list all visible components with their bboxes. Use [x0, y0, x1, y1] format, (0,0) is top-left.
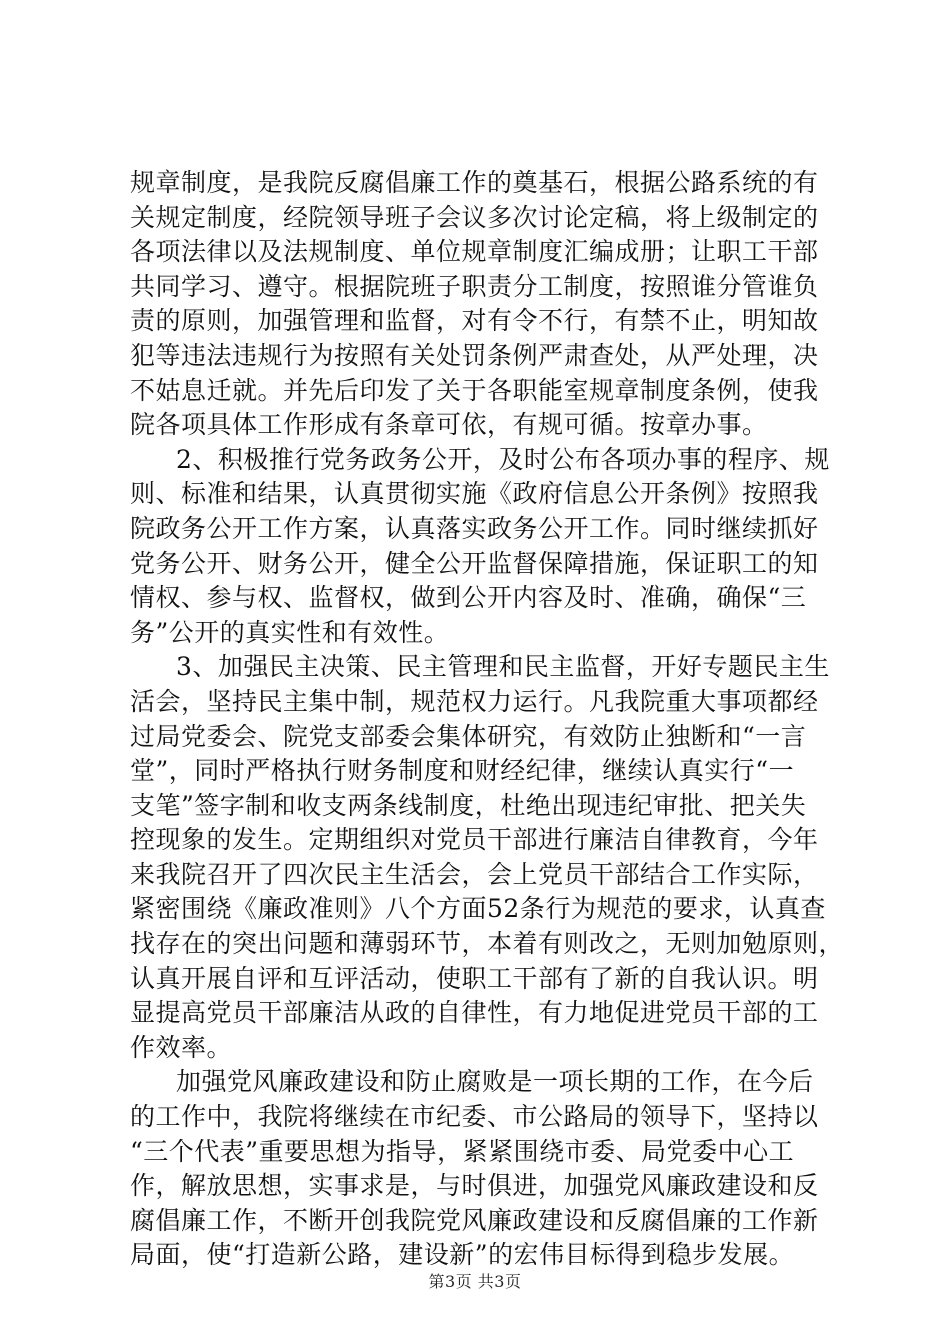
text-line: 2、积极推行党务政务公开，及时公布各项办事的程序、规 — [176, 444, 830, 474]
text-line: 情权、参与权、监督权，做到公开内容及时、准确，确保“三 — [130, 583, 807, 613]
text-line: 3、加强民主决策、民主管理和民主监督，开好专题民主生 — [176, 652, 830, 682]
text-line: 的工作中，我院将继续在市纪委、市公路局的领导下，坚持以 — [130, 1102, 819, 1132]
text-line: 则、标准和结果，认真贯彻实施《政府信息公开条例》按照我 — [130, 479, 819, 509]
text-line: 活会，坚持民主集中制，规范权力运行。凡我院重大事项都经 — [130, 686, 819, 716]
text-line: 紧密围绕《廉政准则》八个方面52条行为规范的要求，认真查 — [130, 894, 826, 924]
text-line: 务”公开的真实性和有效性。 — [130, 617, 450, 647]
text-line: 共同学习、遵守。根据院班子职责分工制度，按照谁分管谁负 — [130, 271, 819, 301]
text-line: 关规定制度，经院领导班子会议多次讨论定稿，将上级制定的 — [130, 202, 819, 232]
text-line: 作效率。 — [130, 1032, 233, 1062]
text-line: 显提高党员干部廉洁从政的自律性，有力地促进党员干部的工 — [130, 998, 819, 1028]
text-line: 来我院召开了四次民主生活会，会上党员干部结合工作实际， — [130, 859, 819, 889]
text-line: 犯等违法违规行为按照有关处罚条例严肃查处，从严处理，决 — [130, 340, 819, 370]
text-line: 责的原则，加强管理和监督，对有令不行，有禁不止，明知故 — [130, 306, 819, 336]
page-footer: 第3页 共3页 — [428, 1272, 522, 1291]
text-line: 各项法律以及法规制度、单位规章制度汇编成册；让职工干部 — [130, 237, 819, 267]
text-line: 加强党风廉政建设和防止腐败是一项长期的工作，在今后 — [176, 1067, 814, 1097]
text-line: 院政务公开工作方案，认真落实政务公开工作。同时继续抓好 — [130, 513, 819, 543]
text-line: 腐倡廉工作，不断开创我院党风廉政建设和反腐倡廉的工作新 — [130, 1205, 819, 1235]
text-line: 院各项具体工作形成有条章可依，有规可循。按章办事。 — [130, 410, 768, 440]
text-line: 作，解放思想，实事求是，与时俱进，加强党风廉政建设和反 — [130, 1171, 819, 1201]
text-line: 堂”，同时严格执行财务制度和财经纪律，继续认真实行“一 — [130, 756, 795, 786]
text-line: 党务公开、财务公开，健全公开监督保障措施，保证职工的知 — [130, 548, 819, 578]
text-line: 控现象的发生。定期组织对党员干部进行廉洁自律教育，今年 — [130, 825, 819, 855]
text-line: 找存在的突出问题和薄弱环节，本着有则改之，无则加勉原则， — [130, 929, 845, 959]
document-body — [130, 166, 845, 1273]
text-line: 规章制度，是我院反腐倡廉工作的奠基石，根据公路系统的有 — [130, 168, 819, 197]
text-line: 支笔”签字制和收支两条线制度，杜绝出现违纪审批、把关失 — [130, 790, 807, 820]
text-line: “三个代表”重要思想为指导，紧紧围绕市委、局党委中心工 — [130, 1136, 795, 1166]
text-line: 过局党委会、院党支部委会集体研究，有效防止独断和“一言 — [130, 721, 807, 751]
text-line: 不姑息迁就。并先后印发了关于各职能室规章制度条例，使我 — [130, 375, 819, 405]
text-line: 局面，使“打造新公路，建设新”的宏伟目标得到稳步发展。 — [130, 1240, 795, 1270]
text-line: 认真开展自评和互评活动，使职工干部有了新的自我认识。明 — [130, 963, 819, 993]
